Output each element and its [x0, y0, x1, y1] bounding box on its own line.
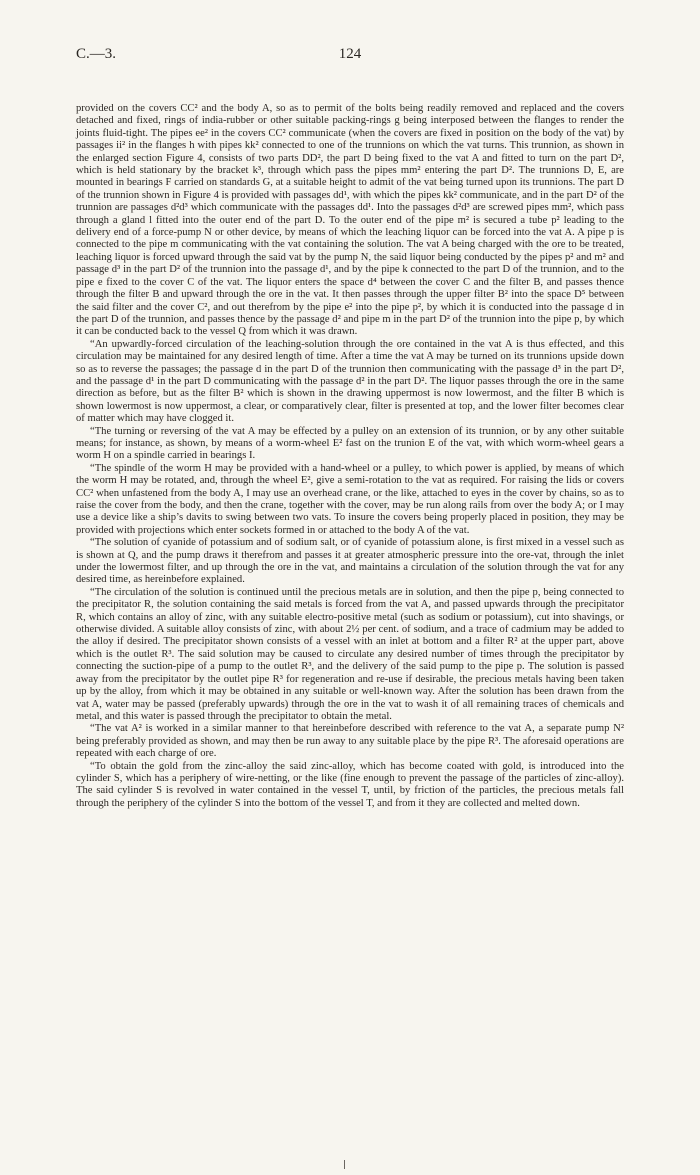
- paragraph: “The spindle of the worm H may be provided with a hand-wheel or a pulley, to which power is applied, by means of which the worm H may be rotated, and, through the wheel E², give a semi-rotation to the vat as required. For raising the lids or covers CC² when unfastened from the body A, I may use an overhead crane, or the like, attached to eyes in the cover by chains, so as to raise the cover from the body, and then the crane, together with the cover, may be run along rails from over the body A; or I may use a device like a ship’s davits to swing between two vats. To insure the covers being properly placed in position, they may be provided with projections which enter sockets formed in or attached to the body A of the vat.: [76, 462, 624, 536]
- page-header: [76, 46, 624, 68]
- paragraph: “The circulation of the solution is continued until the precious metals are in solution, and then the pipe p, being connected to the precipitator R, the solution containing the said metals is forced from the vat A, and passed upwards through the precipitator R, which contains an alloy of zinc, with any suitable electro-positive metal (such as sodium or potassium), cut into shavings, or otherwise divided. A suitable alloy consists of zinc, with about 2½ per cent. of sodium, and a trace of cadmium may be added to the alloy if desired. The precipitator shown consists of a vessel with an inlet at bottom and a filter R² at the upper part, above which is the outlet R³. The said solution may be caused to circulate any desired number of times through the precipitator by connecting the suction-pipe of a pump to the outlet R³, and the delivery of the said pump to the pipe p. The solution is passed away from the precipitator by the outlet pipe R³ for regeneration and re-use if desirable, the precious metals having been taken up by the alloy, from which it may be obtained in any suitable or well-known way. After the solution has been drawn from the vat A, water may be passed (preferably upwards) through the ore in the vat to wash it of all remaining traces of chemicals and metal, and this water is passed through the precipitator to obtain the metal.: [76, 586, 624, 722]
- page-number: 124: [338, 46, 362, 62]
- paragraph: “The solution of cyanide of potassium and of sodium salt, or of cyanide of potassium alone, is first mixed in a vessel such as is shown at Q, and the pump draws it therefrom and passes it at greater atmospheric pressure into the ore-vat, through the inlet under the lowermost filter, and up through the ore in the vat, and maintains a circulation of the solution through the vat for any desired time, as hereinbefore explained.: [76, 537, 624, 586]
- body-text: [76, 103, 624, 810]
- paragraph: “An upwardly-forced circulation of the leaching-solution through the ore contained in the vat A is thus effected, and this circulation may be maintained for any desired length of time. After a time the vat A may be turned on its trunnions upside down so as to reverse the passages; the passage d in the part D of the trunnion then communicating with the passage d³ in the part D², and the passage d¹ in the part D communicating with the passage d² in the part D². The liquor passes through the ore in the same direction as before, but as the filter B² which is shown in the drawing uppermost is now lowermost, and the filter B which is shown lowermost is now uppermost, a clear, or comparatively clear, filter is presented at top, and the lower filter becomes clear of matter which may have clogged it.: [76, 338, 624, 425]
- paragraph: “The turning or reversing of the vat A may be effected by a pulley on an extension of its trunnion, or by any other suitable means; for instance, as shown, by means of a worm-wheel E² fast on the trunion E of the vat, with which worm-wheel gears a worm H on a spindle carried in bearings I.: [76, 425, 624, 462]
- page-mark: [344, 1160, 345, 1169]
- paragraph: provided on the covers CC² and the body A, so as to permit of the bolts being readily removed and replaced and the covers detached and fixed, rings of india-rubber or other suitable packing-rings g being interposed between the flanges to render the joints fluid-tight. The pipes ee² in the covers CC² communicate (when the covers are fixed in position on the body of the vat) by passages ii² in the flanges h with pipes kk² connected to one of the trunnions on which the vat turns. This trunnion, as shown in the enlarged section Figure 4, consists of two parts DD², the part D being fixed to the vat A and fitted to turn on the part D², which is held stationary by the bracket k³, through which pass the pipes mm² entering the part D². The trunnions D, E, are mounted in bearings F carried on standards G, at a suitable height to admit of the vat being turned upon its trunnions. The part D of the trunnion shown in Figure 4 is provided with passages dd¹, with which the pipes kk² communicate, and in the part D² of the trunnion are passages d²d³ which communicate with the passages dd¹. Into the passages d²d³ are screwed pipes mm², which pass through a gland l fitted into the outer end of the part D. To the outer end of the pipe m² is secured a tube p² leading to the delivery end of a force-pump N or other device, by means of which the leaching liquor can be forced into the vat A. A pipe p is connected to the pipe m communicating with the vat containing the solution. The vat A being charged with the ore to be treated, leaching liquor is forced upward through the said vat by the pump N, the said liquor being conducted by the pipes p² and m² and passage d³ in the part D² of the trunnion into the passage d¹, and by the pipe k connected to the part D of the trunnion, and to the pipe e fixed to the cover C of the vat. The liquor enters the space d⁴ between the cover C and the filter B, and passes thence through the filter B and upward through the ore in the vat. It then passes through the upper filter B² into the space D⁵ between the said filter and the cover C², and out therefrom by the pipe e² into the pipe p², by which it is conducted into the passage d in the part D of the trunnion, and passes thence by the passage d² and pipe m in the part D² of the trunnion into the pipe p, by which it can be conducted back to the vessel Q from which it was drawn.: [76, 103, 624, 338]
- paragraph: “To obtain the gold from the zinc-alloy the said zinc-alloy, which has become coated with gold, is introduced into the cylinder S, which has a periphery of wire-netting, or the like (fine enough to prevent the passage of the particles of zinc-alloy). The said cylinder S is revolved in water contained in the vessel T, until, by friction of the particles, the precious metals fall through the periphery of the cylinder S into the bottom of the vessel T, and from it they are collected and melted down.: [76, 760, 624, 809]
- paragraph: “The vat A² is worked in a similar manner to that hereinbefore described with reference to the vat A, a separate pump N² being preferably provided as shown, and may then be run away to any suitable place by the pipe R³. The aforesaid operations are repeated with each charge of ore.: [76, 723, 624, 760]
- document-code: C.—3.: [76, 46, 117, 62]
